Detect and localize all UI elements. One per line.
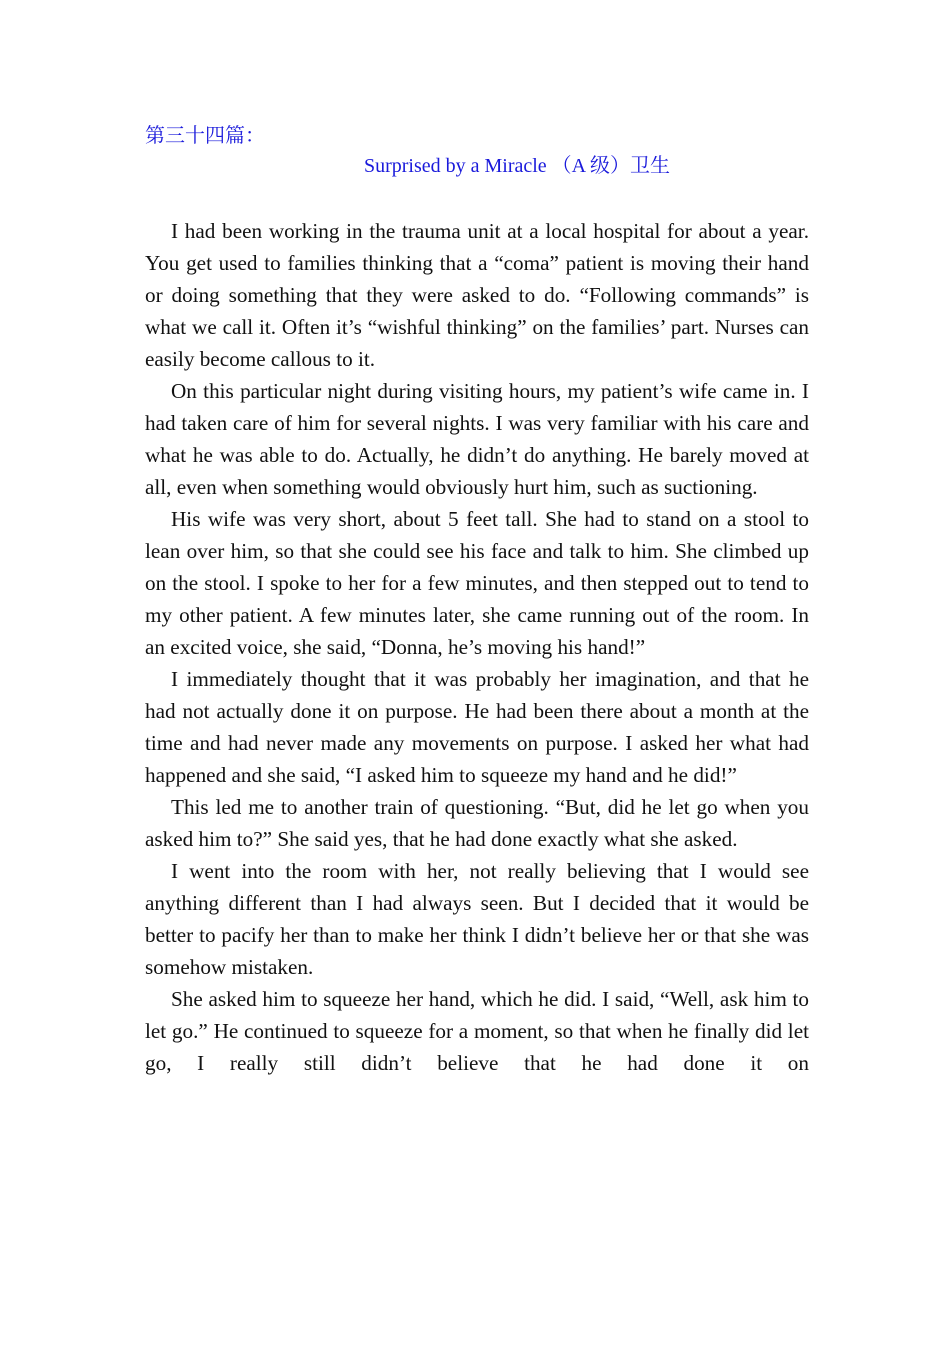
article-body — [145, 215, 809, 1079]
paragraph: On this particular night during visiting hours, my patient’s wife came in. I had taken care of him for several nights. I was very familiar with his care and what he was able to do. Actually, he didn’t do anything. He barely moved at all, even when something would obviously hurt him, such as suctioning. — [145, 379, 809, 499]
paragraph: I went into the room with her, not really believing that I would see anything different than I had always seen. But I decided that it would be better to pacify her than to make her think I didn’t believe her or that she was somehow mistaken. — [145, 859, 809, 979]
paragraph: I immediately thought that it was probably her imagination, and that he had not actually done it on purpose. He had been there about a month at the time and had never made any movements on purpose. I asked her what had happened and she said, “I asked him to squeeze my hand and he did!” — [145, 667, 809, 787]
paragraph: She asked him to squeeze her hand, which he did. I said, “Well, ask him to let go.” He continued to squeeze for a moment, so that when he finally did let go, I really still didn’t believe that he had done it on — [145, 987, 809, 1075]
paragraph: I had been working in the trauma unit at a local hospital for about a year. You get used to families thinking that a “coma” patient is moving their hand or doing something that they were asked to do. “Following commands” is what we call it. Often it’s “wishful thinking” on the families’ part. Nurses can easily become callous to it. — [145, 219, 809, 371]
chapter-heading: 第三十四篇： — [145, 125, 265, 147]
paragraph: This led me to another train of questioning. “But, did he let go when you asked him to?” She said yes, that he had done exactly what she asked. — [145, 795, 809, 851]
paragraph: His wife was very short, about 5 feet tall. She had to stand on a stool to lean over him, so that she could see his face and talk to him. She climbed up on the stool. I spoke to her for a few minutes, and then stepped out to tend to my other patient. A few minutes later, she came running out of the room. In an excited voice, she said, “Donna, he’s moving his hand!” — [145, 507, 809, 659]
article-title: Surprised by a Miracle （A 级）卫生 — [363, 155, 671, 177]
